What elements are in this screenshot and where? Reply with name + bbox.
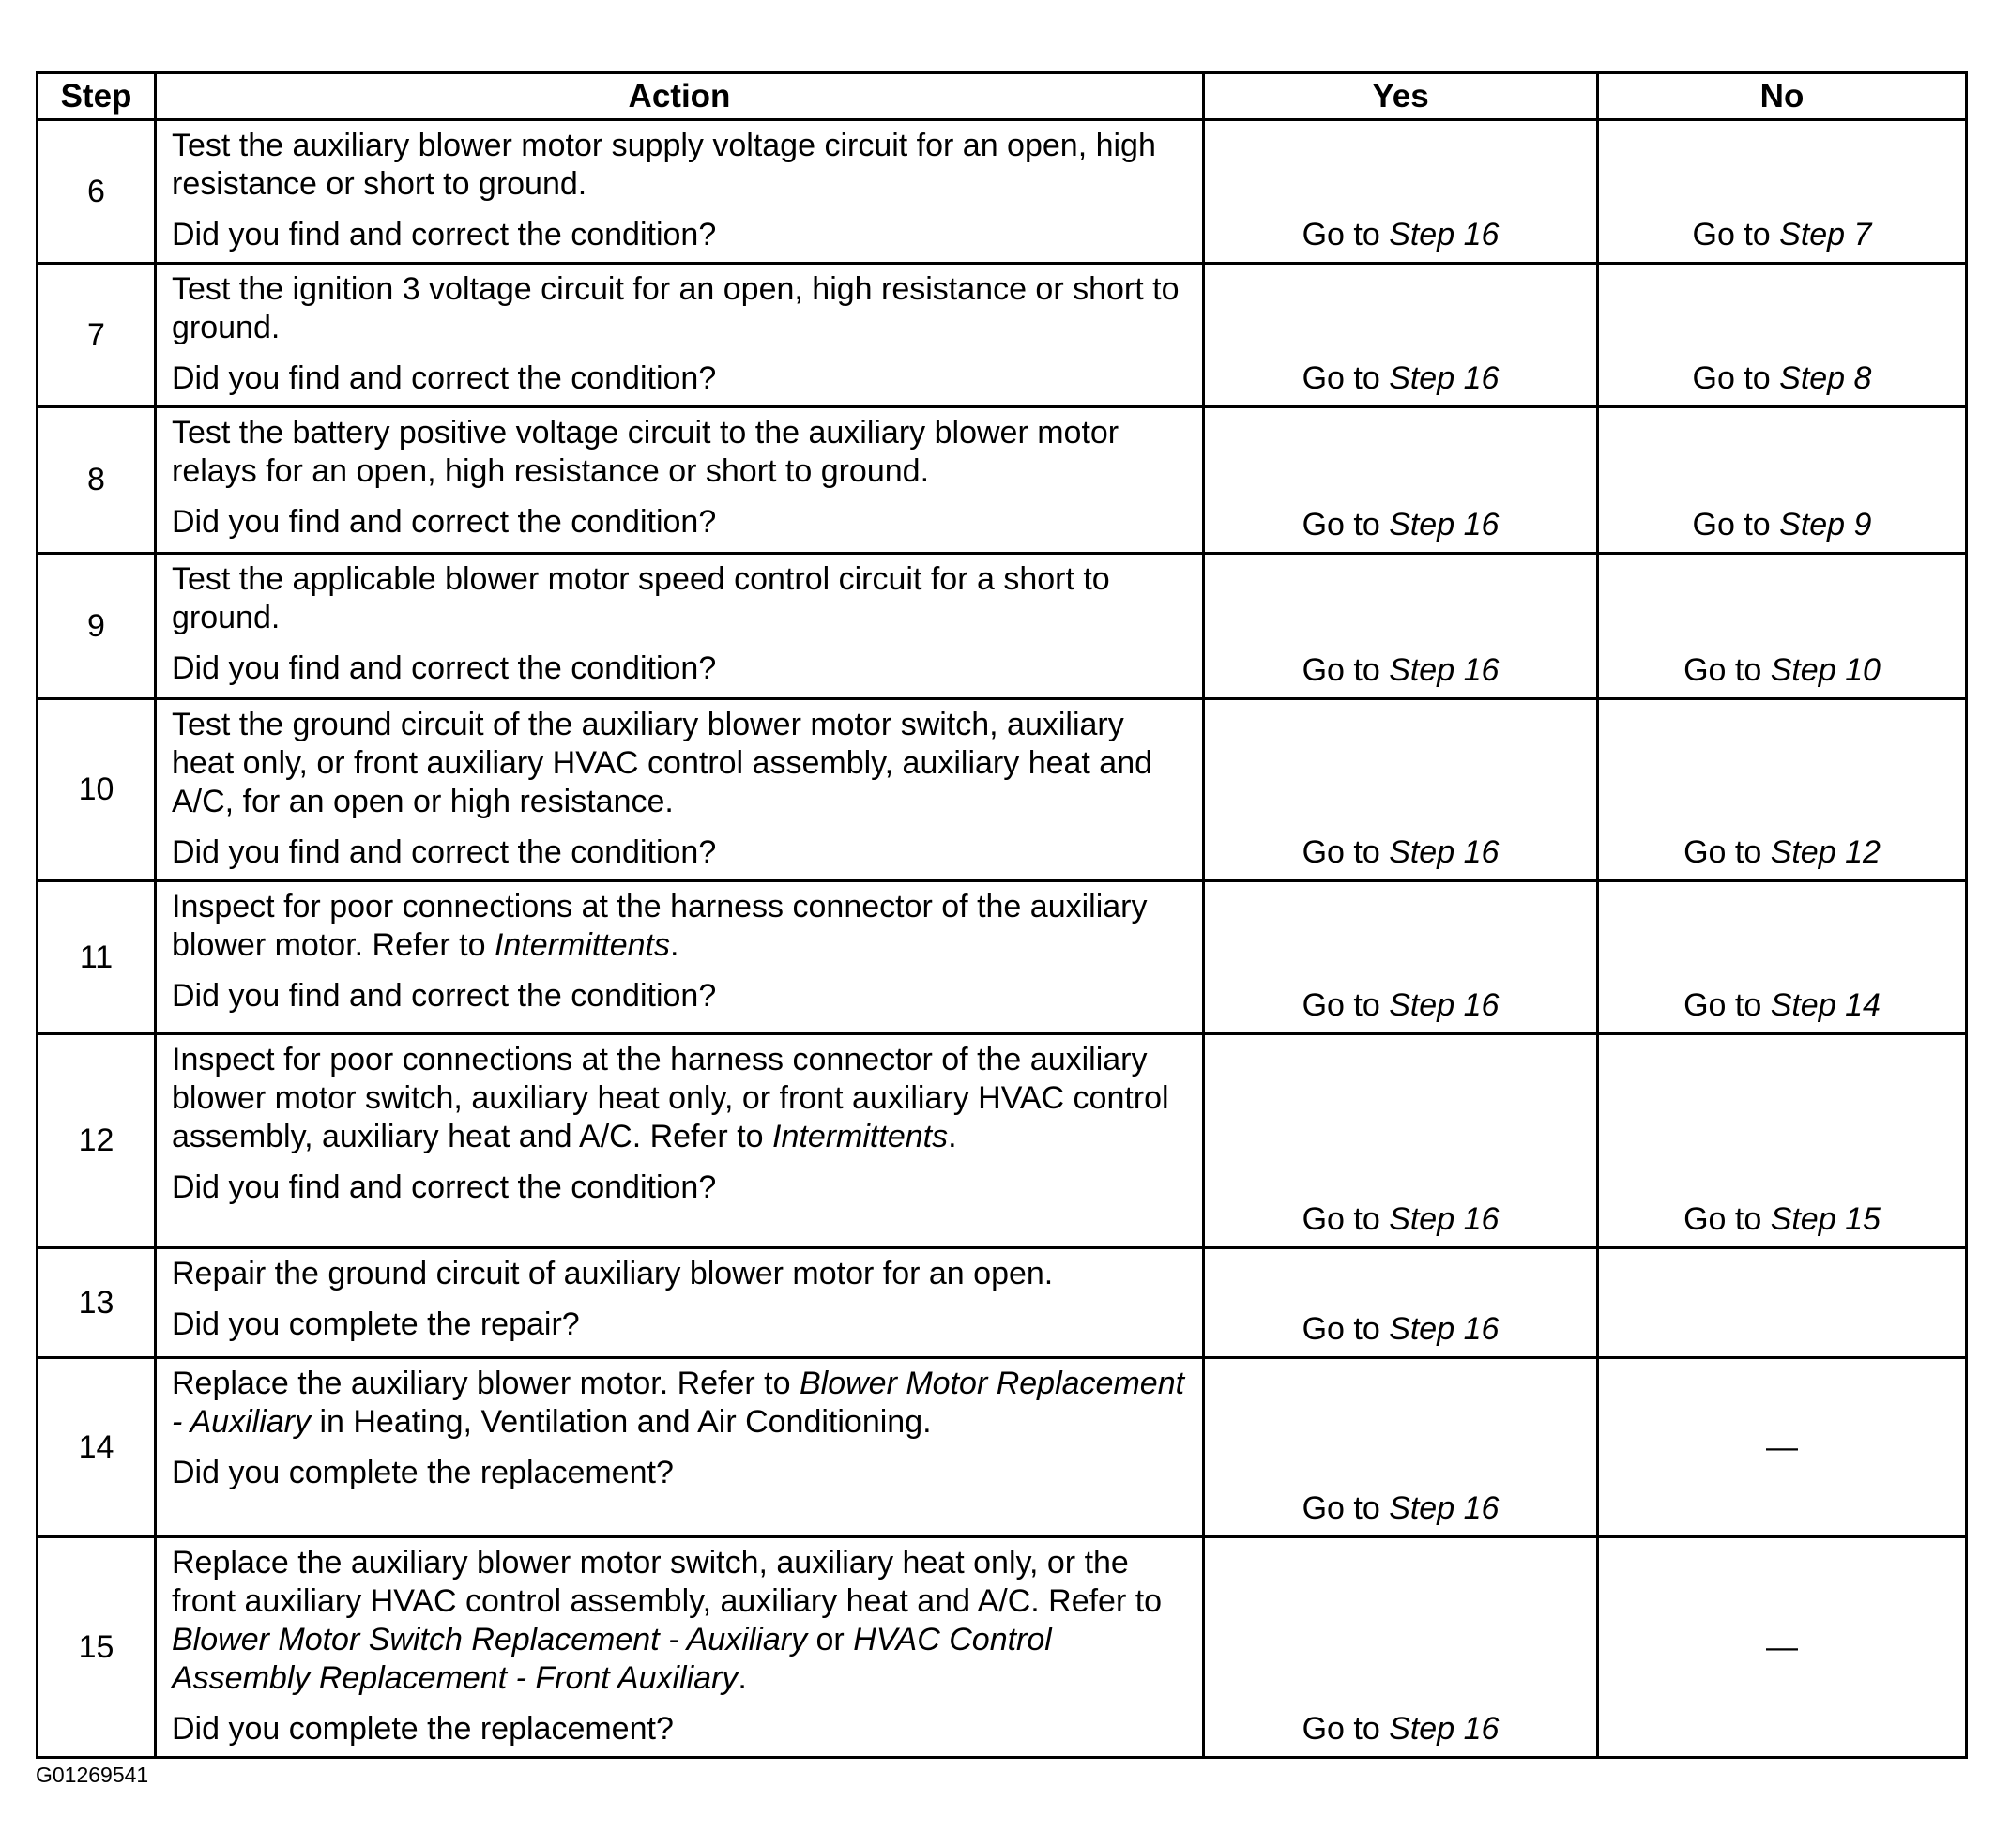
action-text: Test the ground circuit of the auxiliary blower motor switch, auxiliary heat only, or front auxiliary HVAC control assembly, auxiliary heat and A/C, for an open or high resistance. [172, 707, 1153, 819]
reference-link: Blower Motor Switch Replacement - Auxiliary [172, 1622, 808, 1657]
step-number: 6 [38, 120, 156, 264]
action-cell [156, 881, 1204, 1034]
no-prefix: Go to [1683, 652, 1771, 688]
action-text [172, 1544, 1193, 1698]
reference-link: HVAC Control Assembly Replacement - Front Auxiliary [172, 1622, 1052, 1696]
action-text [172, 1365, 1193, 1442]
table-row [38, 1358, 1967, 1537]
question-text: Did you find and correct the condition? [172, 1169, 717, 1205]
yes-cell [1204, 120, 1598, 264]
yes-step-link: Step 16 [1389, 507, 1500, 542]
step-number: 8 [38, 407, 156, 554]
action-cell [156, 1358, 1204, 1537]
no-cell-dash: — [1598, 1358, 1967, 1537]
yes-prefix: Go to [1302, 987, 1390, 1023]
no-step-link: Step 14 [1770, 987, 1881, 1023]
no-prefix: Go to [1692, 217, 1780, 252]
table-row [38, 407, 1967, 554]
question-text: Did you find and correct the condition? [172, 834, 717, 870]
yes-cell [1204, 881, 1598, 1034]
step-number: 10 [38, 699, 156, 881]
reference-link: Intermittents [772, 1119, 949, 1154]
yes-cell [1204, 1034, 1598, 1248]
yes-cell [1204, 554, 1598, 699]
action-text-part: Inspect for poor connections at the harness connector of the auxiliary blower motor. Refer to [172, 889, 1148, 963]
action-text: Test the auxiliary blower motor supply voltage circuit for an open, high resistance or short to ground. [172, 128, 1156, 202]
table-row [38, 699, 1967, 881]
yes-step-link: Step 16 [1389, 1201, 1500, 1237]
action-text-part: . [738, 1660, 747, 1696]
action-text-part: Replace the auxiliary blower motor switch, auxiliary heat only, or the front auxiliary HVAC control assembly, auxiliary heat and A/C. Refer to [172, 1545, 1163, 1619]
no-cell [1598, 1248, 1967, 1358]
action-text [172, 888, 1193, 965]
yes-cell [1204, 1358, 1598, 1537]
yes-cell [1204, 264, 1598, 407]
table-row [38, 264, 1967, 407]
no-cell [1598, 554, 1967, 699]
yes-step-link: Step 16 [1389, 834, 1500, 870]
step-number: 11 [38, 881, 156, 1034]
yes-cell [1204, 1537, 1598, 1758]
question-text: Did you complete the repair? [172, 1306, 580, 1342]
yes-prefix: Go to [1302, 1490, 1390, 1526]
yes-prefix: Go to [1302, 507, 1390, 542]
no-prefix: Go to [1692, 507, 1780, 542]
no-step-link: Step 15 [1770, 1201, 1881, 1237]
table-row [38, 881, 1967, 1034]
no-step-link: Step 10 [1770, 652, 1881, 688]
action-cell [156, 1034, 1204, 1248]
yes-prefix: Go to [1302, 360, 1390, 396]
table-row [38, 1537, 1967, 1758]
header-yes: Yes [1204, 73, 1598, 120]
action-cell [156, 699, 1204, 881]
table-row [38, 120, 1967, 264]
yes-prefix: Go to [1302, 834, 1390, 870]
figure-id: G01269541 [36, 1763, 149, 1787]
step-number: 15 [38, 1537, 156, 1758]
no-cell-dash: — [1598, 1537, 1967, 1758]
table-row [38, 1248, 1967, 1358]
yes-prefix: Go to [1302, 217, 1390, 252]
question-text: Did you find and correct the condition? [172, 650, 717, 686]
no-step-link: Step 8 [1779, 360, 1872, 396]
yes-prefix: Go to [1302, 652, 1390, 688]
action-text: Test the applicable blower motor speed control circuit for a short to ground. [172, 561, 1110, 635]
question-text: Did you complete the replacement? [172, 1455, 674, 1490]
yes-prefix: Go to [1302, 1711, 1390, 1747]
yes-step-link: Step 16 [1389, 652, 1500, 688]
step-number: 12 [38, 1034, 156, 1248]
action-text: Test the ignition 3 voltage circuit for an open, high resistance or short to ground. [172, 271, 1180, 345]
action-cell [156, 1537, 1204, 1758]
no-cell [1598, 699, 1967, 881]
yes-cell [1204, 407, 1598, 554]
no-prefix: Go to [1683, 987, 1771, 1023]
action-text-part: Inspect for poor connections at the harness connector of the auxiliary blower motor switch, auxiliary heat only, or front auxiliary HVAC control assembly, auxiliary heat and A/C. Refer to [172, 1042, 1169, 1154]
question-text: Did you find and correct the condition? [172, 360, 717, 396]
action-cell [156, 120, 1204, 264]
header-action: Action [156, 73, 1204, 120]
no-prefix: Go to [1683, 834, 1771, 870]
yes-cell [1204, 699, 1598, 881]
step-number: 9 [38, 554, 156, 699]
diagnostic-table [36, 71, 1968, 1759]
action-cell [156, 1248, 1204, 1358]
header-step: Step [38, 73, 156, 120]
no-cell [1598, 881, 1967, 1034]
question-text: Did you find and correct the condition? [172, 504, 717, 540]
action-text: Repair the ground circuit of auxiliary blower motor for an open. [172, 1256, 1054, 1291]
action-text-part: or [807, 1622, 854, 1657]
reference-link: Intermittents [494, 927, 670, 963]
question-text: Did you find and correct the condition? [172, 217, 717, 252]
no-step-link: Step 9 [1779, 507, 1872, 542]
question-text: Did you complete the replacement? [172, 1711, 674, 1747]
yes-step-link: Step 16 [1389, 1311, 1500, 1347]
step-number: 7 [38, 264, 156, 407]
yes-step-link: Step 16 [1389, 217, 1500, 252]
action-text-part: . [948, 1119, 957, 1154]
action-text: Test the battery positive voltage circuit to the auxiliary blower motor relays for an open, high resistance or short to ground. [172, 415, 1119, 489]
no-cell [1598, 120, 1967, 264]
reference-link: Blower Motor Replacement - Auxiliary [172, 1366, 1185, 1440]
action-text [172, 1041, 1193, 1156]
action-cell [156, 554, 1204, 699]
table-header-row [38, 73, 1967, 120]
yes-step-link: Step 16 [1389, 1711, 1500, 1747]
no-cell [1598, 1034, 1967, 1248]
no-prefix: Go to [1683, 1201, 1771, 1237]
no-step-link: Step 7 [1779, 217, 1872, 252]
yes-prefix: Go to [1302, 1201, 1390, 1237]
no-cell [1598, 407, 1967, 554]
no-prefix: Go to [1692, 360, 1780, 396]
question-text: Did you find and correct the condition? [172, 978, 717, 1014]
action-text-part: Replace the auxiliary blower motor. Refer to [172, 1366, 800, 1401]
yes-prefix: Go to [1302, 1311, 1390, 1347]
yes-cell [1204, 1248, 1598, 1358]
step-number: 14 [38, 1358, 156, 1537]
table-row [38, 1034, 1967, 1248]
header-no: No [1598, 73, 1967, 120]
yes-step-link: Step 16 [1389, 987, 1500, 1023]
no-step-link: Step 12 [1770, 834, 1881, 870]
yes-step-link: Step 16 [1389, 360, 1500, 396]
action-text-part: . [670, 927, 679, 963]
table-row [38, 554, 1967, 699]
step-number: 13 [38, 1248, 156, 1358]
action-cell [156, 407, 1204, 554]
no-cell [1598, 264, 1967, 407]
yes-step-link: Step 16 [1389, 1490, 1500, 1526]
action-cell [156, 264, 1204, 407]
action-text-part: in Heating, Ventilation and Air Conditioning. [311, 1404, 932, 1440]
